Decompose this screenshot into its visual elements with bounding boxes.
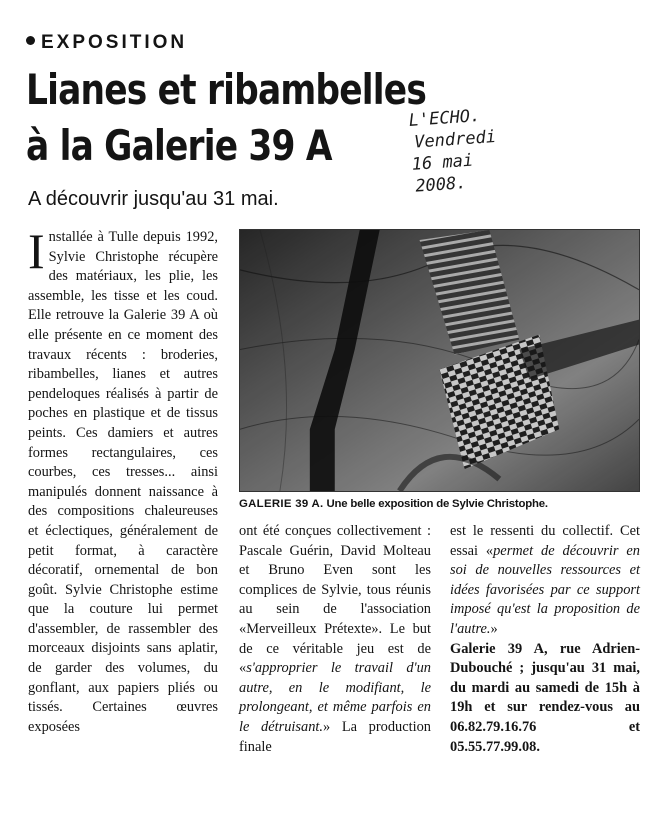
handwritten-note (408, 100, 554, 198)
kicker-label: EXPOSITION (41, 32, 188, 53)
note-line-3: 16 mai (411, 150, 474, 175)
column-3-text-a: est le ressenti du collectif. Cet essai « (450, 523, 640, 559)
headline-line-1: Lianes et ribambelles (26, 65, 427, 114)
headline (26, 62, 426, 174)
article-column-3 (450, 522, 640, 757)
column-2-text-a: ont été conçues collectivement : Pascale Guérin, David Molteau et Bruno Even sont les complices de Sylvie, tous réunis au sein de l'association «Merveilleux Prétexte». Le but de ce véritable jeu est de « (239, 523, 431, 677)
caption-text: Une belle exposition de Sylvie Christophe. (323, 498, 548, 510)
column-2-quote: s'approprier le travail d'un autre, en le modifiant, le prolongeant, et même parfois en le détruisant. (239, 660, 431, 735)
column-3-quote: permet de découvrir en soi de nouvelles ressources et idées favorisées par ce support imposé qu'est la proposition de l'autre. (450, 542, 640, 637)
column-1-text: nstallée à Tulle depuis 1992, Sylvie Christophe récupère des matériaux, les plie, les assemble, les tisse et les coud. Elle retrouve la Galerie 39 A où elle présente en ce moment des travaux récents : broderies, ribambelles, lianes et autres pendeloques réalisés à partir de poches en plastique et de tissus peints. Ces damiers et autres formes rectangulaires, ces courbes, ces tresses... ainsi manipulés donnent naissance à des compositions chaleureuses et éclectiques, généralement de petit format, à caractère décoratif, ornemental de bon goût. Sylvie Christophe estime que la couture lui permet d'assembler, de rassembler des morceaux disjoints sans aplatir, de garder des volumes, du gonflant, aux papiers pliés ou tissés. Certaines œuvres exposées (28, 229, 218, 735)
photo-caption (239, 498, 548, 510)
note-line-4: 2008. (414, 173, 468, 197)
drop-cap: I (28, 223, 45, 279)
exhibition-photo (239, 229, 640, 492)
article-column-1 (28, 223, 218, 737)
column-3-text-b: » (490, 620, 498, 637)
caption-tag: GALERIE 39 A. (239, 498, 324, 510)
note-line-1: L'ECHO. (408, 105, 481, 131)
standfirst: A découvrir jusqu'au 31 mai. (28, 188, 279, 210)
section-kicker (26, 32, 187, 54)
column-2-text-b: » La production finale (239, 718, 431, 755)
textile-artwork-image (240, 230, 639, 491)
article-column-2 (239, 522, 431, 757)
headline-line-2: à la Galerie 39 A (26, 121, 332, 170)
bullet-dot-icon (26, 36, 35, 45)
gallery-info: Galerie 39 A, rue Adrien-Dubouché ; jusqu'au 31 mai, du mardi au samedi de 15h à 19h et sur rendez-vous au 06.82.79.16.76 et 05.55.77.99.08. (450, 640, 640, 755)
note-line-2: Vendredi (413, 126, 497, 153)
